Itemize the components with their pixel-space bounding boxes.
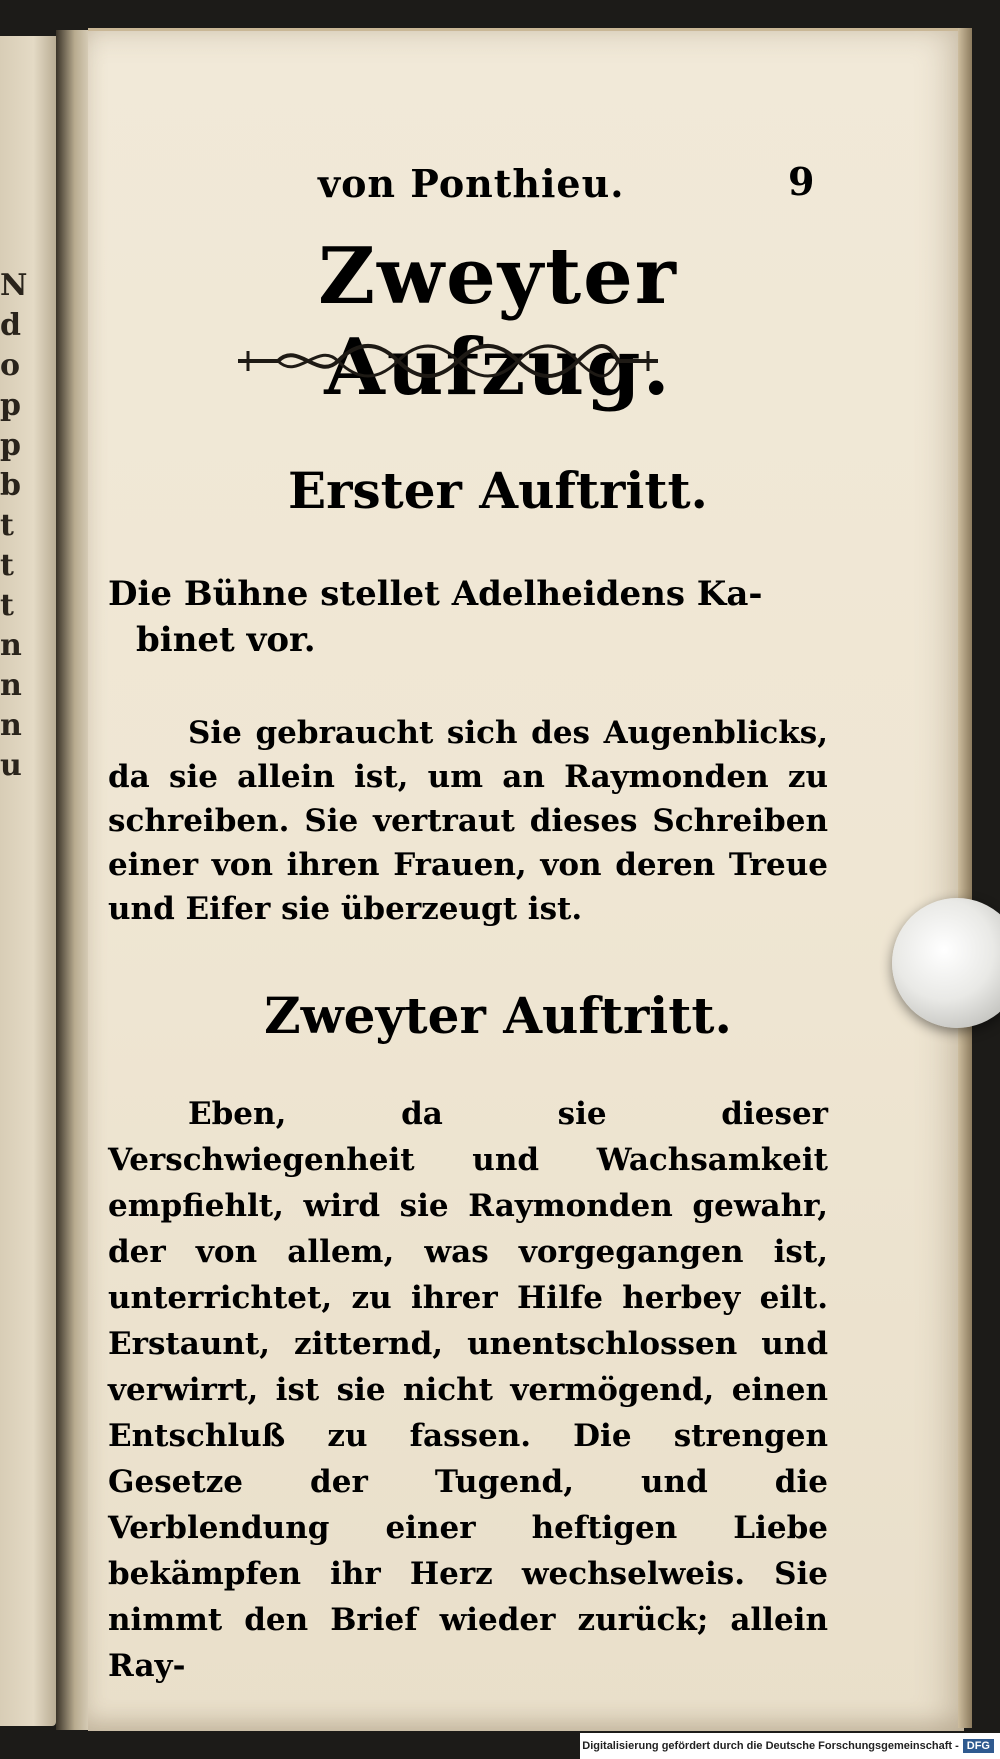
page-number: 9	[788, 159, 815, 204]
dfg-logo: DFG	[963, 1739, 994, 1753]
book-page	[88, 28, 964, 1731]
ornament-divider	[238, 341, 658, 381]
book-gutter	[56, 30, 90, 1730]
running-head: von Ponthieu.	[318, 161, 625, 206]
paragraph-2: Eben, da sie dieser Verschwiegenheit und Wachsamkeit empfiehlt, wird sie Raymonden gewahr, der von allem, was vorgegangen ist, unterrichtet, zu ihrer Hilfe herbey eilt. Erstaunt, zitternd, unentschlossen und verwirrt, ist sie nicht vermögend, einen Entschluß zu fassen. Die strengen Gesetze der Tugend, und die Verblendung einer heftigen Liebe bekämpfen ihr Herz wechselweis. Sie nimmt den Brief wieder zurück; allein Ray-	[108, 1096, 828, 1684]
stage-direction-line-1: Die Bühne stellet Adelheidens Ka-	[108, 574, 763, 614]
act-title: Zweyter Aufzug.	[318, 231, 678, 413]
stage-direction	[108, 571, 828, 663]
left-page-edge	[0, 36, 56, 1726]
credit-text: Digitalisierung gefördert durch die Deutsche Forschungsgemeinschaft -	[582, 1740, 959, 1752]
scene-1-title: Erster Auftritt.	[288, 461, 708, 520]
scene-2-title: Zweyter Auftritt.	[264, 986, 732, 1045]
page-fore-edge	[958, 28, 972, 1728]
digitization-credit	[580, 1733, 1000, 1759]
paragraph-1: Sie gebraucht sich des Augenblicks, da sie allein ist, um an Raymonden zu schreiben. Sie vertraut dieses Schreiben einer von ihren Frauen, von deren Treue und Eifer sie überzeugt ist.	[108, 715, 828, 927]
stage-direction-line-2: binet vor.	[136, 620, 316, 660]
left-page-text-fragment: Ndoppbtttnnnu	[0, 268, 28, 783]
